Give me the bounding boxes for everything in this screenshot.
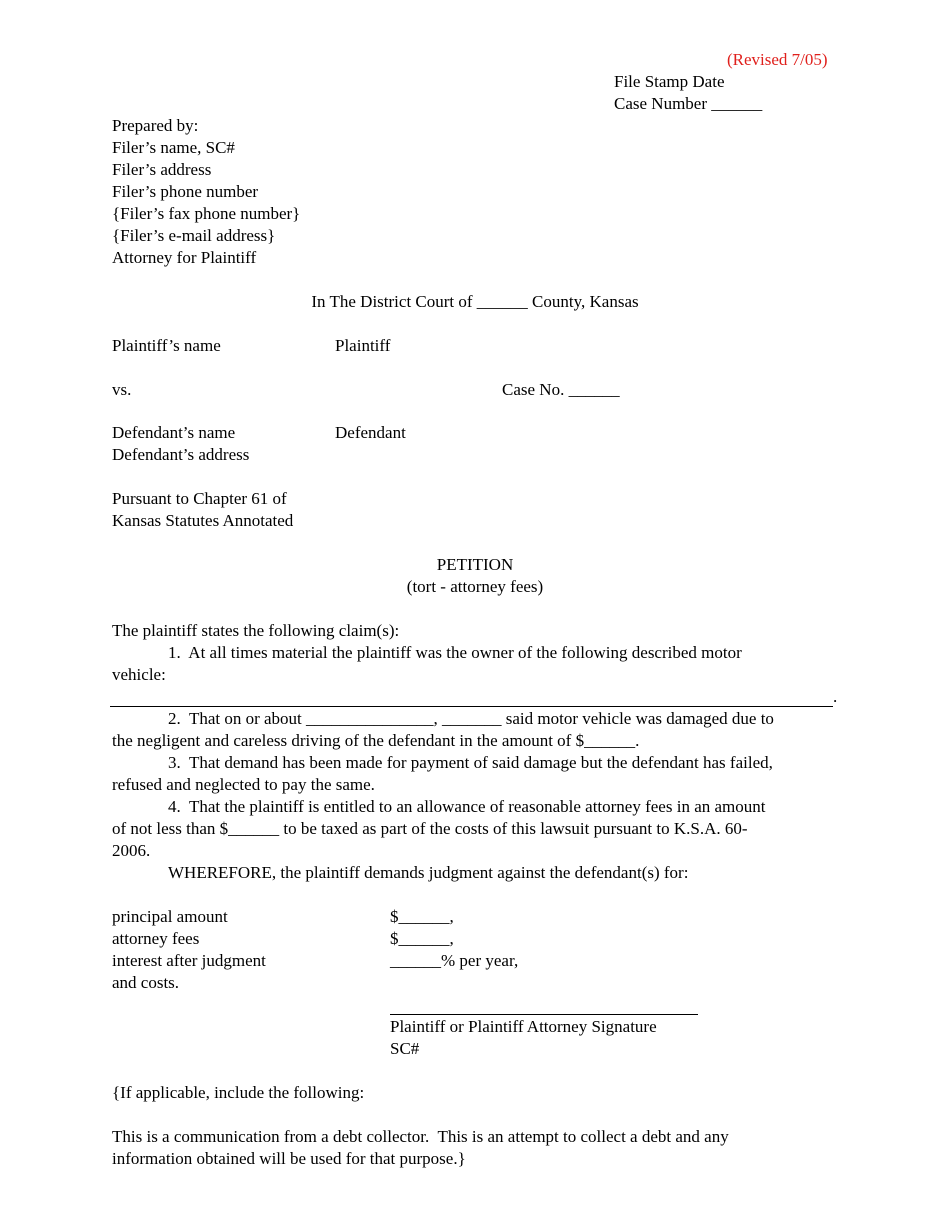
filer-phone: Filer’s phone number	[112, 182, 259, 201]
claims-intro: The plaintiff states the following claim(s):	[112, 621, 400, 640]
applicable-note: {If applicable, include the following:	[112, 1083, 365, 1102]
file-stamp-date: File Stamp Date	[614, 72, 725, 91]
debt-collector-notice-2: information obtained will be used for that purpose.}	[112, 1149, 466, 1168]
vehicle-line-period: .	[833, 687, 838, 706]
claim-3-line-2: refused and neglected to pay the same.	[112, 775, 375, 794]
claim-1-line-1: 1. At all times material the plaintiff was the owner of the following described motor	[168, 643, 742, 662]
filer-fax: {Filer’s fax phone number}	[112, 204, 301, 223]
filer-email: {Filer’s e-mail address}	[112, 226, 276, 245]
prepared-by: Prepared by:	[112, 116, 199, 135]
claim-4-line-2: of not less than $______ to be taxed as part of the costs of this lawsuit pursuant to K.S.A. 60-	[112, 819, 748, 838]
vehicle-description-line	[110, 706, 833, 707]
document-title: PETITION	[436, 555, 514, 574]
principal-label: principal amount	[112, 907, 228, 926]
interest-label: interest after judgment	[112, 951, 266, 970]
principal-value: $______,	[390, 907, 454, 926]
claim-2-line-1: 2. That on or about _______________, _______ said motor vehicle was damaged due to	[168, 709, 774, 728]
signature-sc: SC#	[390, 1039, 420, 1058]
claim-1-line-2: vehicle:	[112, 665, 166, 684]
fees-value: $______,	[390, 929, 454, 948]
plaintiff-name: Plaintiff’s name	[112, 336, 221, 355]
signature-line	[390, 1014, 698, 1015]
claim-3-line-1: 3. That demand has been made for payment of said damage but the defendant has failed,	[168, 753, 773, 772]
case-no: Case No. ______	[502, 380, 620, 399]
claim-2-line-2: the negligent and careless driving of the defendant in the amount of $______.	[112, 731, 640, 750]
court-line: In The District Court of ______ County, Kansas	[311, 292, 639, 311]
wherefore-clause: WHEREFORE, the plaintiff demands judgment against the defendant(s) for:	[168, 863, 689, 882]
document-subtitle: (tort - attorney fees)	[406, 577, 544, 596]
signature-label: Plaintiff or Plaintiff Attorney Signature	[390, 1017, 657, 1036]
attorney-for: Attorney for Plaintiff	[112, 248, 257, 267]
defendant-name: Defendant’s name	[112, 423, 236, 442]
pursuant-line-1: Pursuant to Chapter 61 of	[112, 489, 287, 508]
revised-date: (Revised 7/05)	[727, 50, 828, 69]
fees-label: attorney fees	[112, 929, 200, 948]
filer-name: Filer’s name, SC#	[112, 138, 235, 157]
pursuant-line-2: Kansas Statutes Annotated	[112, 511, 294, 530]
claim-4-line-3: 2006.	[112, 841, 151, 860]
case-number-header: Case Number ______	[614, 94, 763, 113]
versus: vs.	[112, 380, 132, 399]
plaintiff-label: Plaintiff	[335, 336, 391, 355]
interest-value: ______% per year,	[390, 951, 519, 970]
defendant-address: Defendant’s address	[112, 445, 250, 464]
filer-address: Filer’s address	[112, 160, 212, 179]
costs-label: and costs.	[112, 973, 180, 992]
debt-collector-notice-1: This is a communication from a debt collector. This is an attempt to collect a debt and any	[112, 1127, 729, 1146]
defendant-label: Defendant	[335, 423, 406, 442]
claim-4-line-1: 4. That the plaintiff is entitled to an allowance of reasonable attorney fees in an amount	[168, 797, 766, 816]
